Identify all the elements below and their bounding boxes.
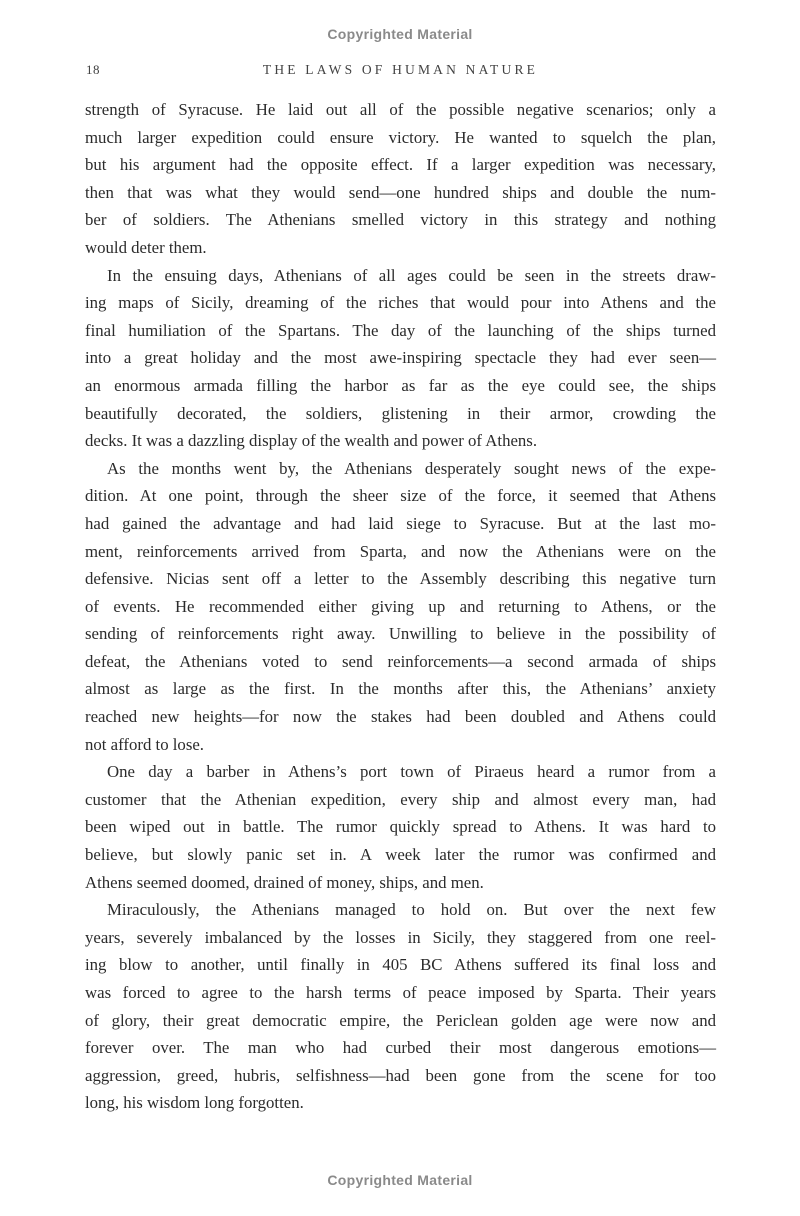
running-header [85, 61, 716, 79]
body-line: final humiliation of the Spartans. The day of the launching of the ships turned [85, 320, 716, 340]
body-line: of events. He recommended either giving up and returning to Athens, or the [85, 596, 716, 616]
body-line: believe, but slowly panic set in. A week later the rumor was confirmed and [85, 845, 716, 865]
copyright-notice-top: Copyrighted Material [327, 26, 473, 42]
body-line: forever over. The man who had curbed their most dangerous emotions— [85, 1038, 716, 1058]
body-line: In the ensuing days, Athenians of all ages could be seen in the streets draw- [107, 265, 716, 285]
copyright-notice-bottom: Copyrighted Material [327, 1172, 473, 1188]
body-line: not afford to lose. [85, 734, 205, 754]
body-line: One day a barber in Athens’s port town of Piraeus heard a rumor from a [107, 762, 716, 782]
body-line: aggression, greed, hubris, selfishness—had been gone from the scene for too [85, 1065, 716, 1085]
body-line: but his argument had the opposite effect. If a larger expedition was necessary, [85, 155, 716, 175]
body-line: into a great holiday and the most awe-inspiring spectacle they had ever seen— [85, 348, 716, 368]
body-line: customer that the Athenian expedition, every ship and almost every man, had [85, 789, 716, 809]
body-line: ing blow to another, until finally in 405 BC Athens suffered its final loss and [85, 955, 716, 975]
page-number: 18 [86, 62, 100, 77]
body-text [85, 96, 716, 1117]
running-head-title: THE LAWS OF HUMAN NATURE [262, 62, 539, 77]
body-line: beautifully decorated, the soldiers, glistening in their armor, crowding the [85, 403, 716, 423]
body-line: of glory, their great democratic empire, the Periclean golden age were now and [85, 1010, 716, 1030]
paragraph [85, 896, 716, 1117]
body-line: reached new heights—for now the stakes had been doubled and Athens could [85, 707, 716, 727]
body-line: Miraculously, the Athenians managed to hold on. But over the next few [107, 900, 716, 920]
body-line: been wiped out in battle. The rumor quickly spread to Athens. It was hard to [85, 817, 716, 837]
paragraph [85, 96, 716, 262]
body-line: ber of soldiers. The Athenians smelled victory in this strategy and nothing [85, 210, 716, 230]
paragraph [85, 262, 716, 455]
paragraph [85, 758, 716, 896]
body-line: Athens seemed doomed, drained of money, ships, and men. [85, 872, 484, 892]
body-line: would deter them. [85, 237, 207, 257]
body-line: long, his wisdom long forgotten. [85, 1093, 304, 1113]
paragraph [85, 455, 716, 759]
body-line: strength of Syracuse. He laid out all of the possible negative scenarios; only a [85, 100, 716, 119]
body-line: was forced to agree to the harsh terms of peace imposed by Sparta. Their years [85, 983, 716, 1002]
body-line: decks. It was a dazzling display of the wealth and power of Athens. [85, 431, 538, 451]
body-line: years, severely imbalanced by the losses in Sicily, they staggered from one reel- [85, 927, 716, 947]
body-line: had gained the advantage and had laid siege to Syracuse. But at the last mo- [85, 513, 716, 533]
body-line: an enormous armada filling the harbor as far as the eye could see, the ships [85, 375, 716, 395]
body-line: defensive. Nicias sent off a letter to the Assembly describing this negative turn [85, 569, 716, 589]
body-line: sending of reinforcements right away. Unwilling to believe in the possibility of [85, 624, 716, 644]
body-line: ment, reinforcements arrived from Sparta, and now the Athenians were on the [85, 541, 716, 561]
body-line: dition. At one point, through the sheer size of the force, it seemed that Athens [85, 486, 716, 506]
body-line: As the months went by, the Athenians desperately sought news of the expe- [107, 458, 716, 478]
body-line: then that was what they would send—one hundred ships and double the num- [85, 182, 716, 202]
body-line: much larger expedition could ensure victory. He wanted to squelch the plan, [85, 127, 716, 147]
body-line: almost as large as the first. In the months after this, the Athenians’ anxiety [85, 679, 716, 699]
body-line: ing maps of Sicily, dreaming of the riches that would pour into Athens and the [85, 293, 716, 313]
body-line: defeat, the Athenians voted to send reinforcements—a second armada of ships [85, 651, 716, 671]
